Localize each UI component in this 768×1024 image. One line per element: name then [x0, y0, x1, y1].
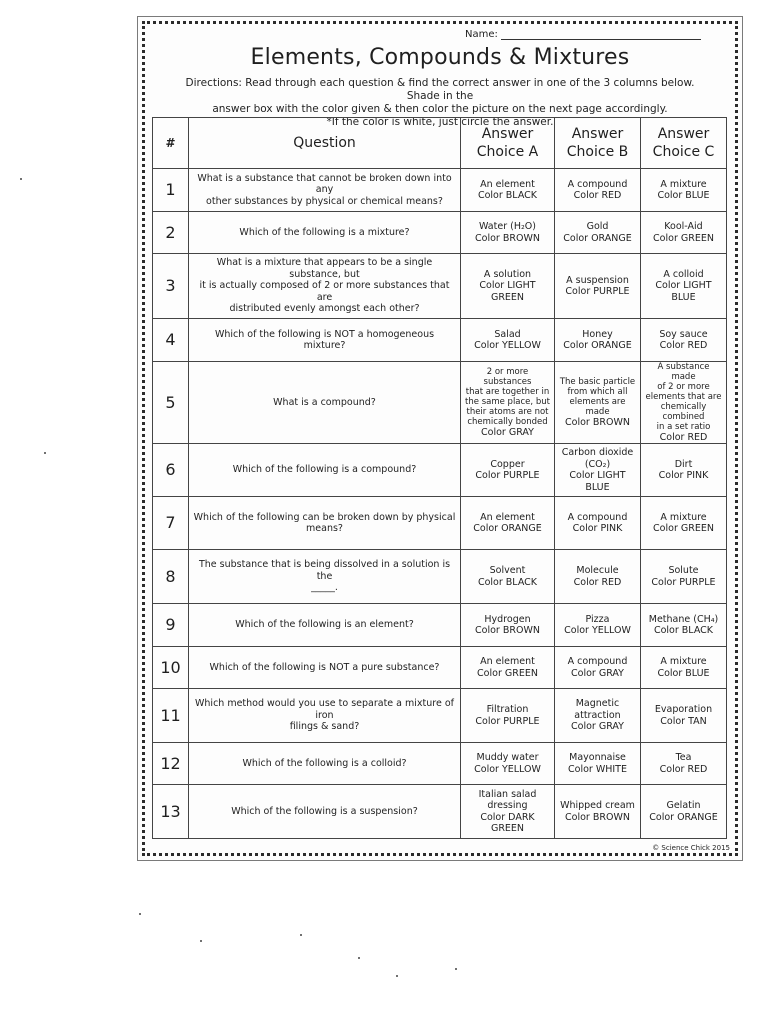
question-text: What is a substance that cannot be broken down into any other substances by physical or chemical means? [189, 169, 461, 212]
scan-speck [300, 934, 302, 936]
question-table [152, 117, 727, 839]
name-field [465, 29, 701, 40]
answer-choice-b[interactable]: A compound Color RED [555, 169, 641, 212]
answer-choice-c[interactable]: A mixture Color GREEN [641, 497, 727, 550]
question-text: Which of the following is an element? [189, 604, 461, 647]
header-choice-b: Answer Choice B [555, 118, 641, 169]
answer-choice-c[interactable]: Tea Color RED [641, 743, 727, 785]
answer-choice-a[interactable]: 2 or more substances that are together in the same place, but their atoms are not chemically bonded Color GRAY [461, 362, 555, 444]
answer-choice-a[interactable]: Muddy water Color YELLOW [461, 743, 555, 785]
question-text: Which of the following is a colloid? [189, 743, 461, 785]
question-text: The substance that is being dissolved in a solution is the _____. [189, 550, 461, 604]
question-number: 1 [153, 169, 189, 212]
answer-choice-a[interactable]: An element Color BLACK [461, 169, 555, 212]
answer-choice-a[interactable]: A solution Color LIGHT GREEN [461, 254, 555, 319]
answer-choice-c[interactable]: A colloid Color LIGHT BLUE [641, 254, 727, 319]
question-text: Which of the following is a mixture? [189, 212, 461, 254]
question-number: 12 [153, 743, 189, 785]
table-row [153, 319, 727, 362]
answer-choice-c[interactable]: A mixture Color BLUE [641, 647, 727, 689]
answer-choice-b[interactable]: Pizza Color YELLOW [555, 604, 641, 647]
question-number: 11 [153, 689, 189, 743]
table-row [153, 497, 727, 550]
table-row [153, 169, 727, 212]
answer-choice-a[interactable]: Water (H₂O) Color BROWN [461, 212, 555, 254]
directions-line-3: *If the color is white, just circle the answer. [326, 116, 554, 128]
scan-speck [44, 452, 46, 454]
question-number: 13 [153, 785, 189, 839]
question-text: Which of the following is a compound? [189, 444, 461, 497]
answer-choice-c[interactable]: Soy sauce Color RED [641, 319, 727, 362]
table-row [153, 550, 727, 604]
question-number: 2 [153, 212, 189, 254]
answer-choice-b[interactable]: A suspension Color PURPLE [555, 254, 641, 319]
worksheet-page [137, 16, 743, 861]
table-row [153, 444, 727, 497]
answer-choice-a[interactable]: Filtration Color PURPLE [461, 689, 555, 743]
directions-line-2: answer box with the color given & then color the picture on the next page accordingly. [212, 103, 668, 115]
answer-choice-b[interactable]: The basic particle from which all elements are made Color BROWN [555, 362, 641, 444]
scan-speck [396, 975, 398, 977]
question-number: 7 [153, 497, 189, 550]
answer-choice-a[interactable]: Italian salad dressing Color DARK GREEN [461, 785, 555, 839]
question-number: 9 [153, 604, 189, 647]
answer-choice-c[interactable]: A substance made of 2 or more elements that are chemically combined in a set ratio Color RED [641, 362, 727, 444]
answer-choice-b[interactable]: A compound Color GRAY [555, 647, 641, 689]
scan-speck [200, 940, 202, 942]
question-number: 4 [153, 319, 189, 362]
header-number: # [153, 118, 189, 169]
scan-speck [20, 178, 22, 180]
table-row [153, 647, 727, 689]
table-row [153, 604, 727, 647]
answer-choice-c[interactable]: Dirt Color PINK [641, 444, 727, 497]
table-row [153, 212, 727, 254]
answer-choice-a[interactable]: An element Color GREEN [461, 647, 555, 689]
scan-speck [455, 968, 457, 970]
answer-choice-b[interactable]: Whipped cream Color BROWN [555, 785, 641, 839]
answer-choice-b[interactable]: Molecule Color RED [555, 550, 641, 604]
scan-speck [358, 957, 360, 959]
header-choice-a: Answer Choice A [461, 118, 555, 169]
table-header-row [153, 118, 727, 169]
question-number: 3 [153, 254, 189, 319]
question-text: Which method would you use to separate a mixture of iron filings & sand? [189, 689, 461, 743]
answer-choice-a[interactable]: An element Color ORANGE [461, 497, 555, 550]
directions-line-1: Directions: Read through each question & find the correct answer in one of the 3 columns below. Shade in the [185, 77, 695, 102]
answer-choice-c[interactable]: Solute Color PURPLE [641, 550, 727, 604]
question-text: Which of the following is NOT a pure substance? [189, 647, 461, 689]
answer-choice-c[interactable]: Methane (CH₄) Color BLACK [641, 604, 727, 647]
question-text: Which of the following is a suspension? [189, 785, 461, 839]
answer-choice-c[interactable]: Gelatin Color ORANGE [641, 785, 727, 839]
header-choice-c: Answer Choice C [641, 118, 727, 169]
answer-choice-b[interactable]: Carbon dioxide (CO₂) Color LIGHT BLUE [555, 444, 641, 497]
question-text: What is a compound? [189, 362, 461, 444]
answer-choice-c[interactable]: Evaporation Color TAN [641, 689, 727, 743]
answer-choice-c[interactable]: Kool-Aid Color GREEN [641, 212, 727, 254]
question-text: Which of the following is NOT a homogeneous mixture? [189, 319, 461, 362]
answer-choice-b[interactable]: Honey Color ORANGE [555, 319, 641, 362]
answer-choice-b[interactable]: Magnetic attraction Color GRAY [555, 689, 641, 743]
answer-choice-b[interactable]: Mayonnaise Color WHITE [555, 743, 641, 785]
answer-choice-a[interactable]: Hydrogen Color BROWN [461, 604, 555, 647]
table-row [153, 254, 727, 319]
question-text: Which of the following can be broken down by physical means? [189, 497, 461, 550]
question-number: 5 [153, 362, 189, 444]
answer-choice-a[interactable]: Solvent Color BLACK [461, 550, 555, 604]
question-number: 8 [153, 550, 189, 604]
page-title: Elements, Compounds & Mixtures [250, 45, 630, 70]
question-number: 10 [153, 647, 189, 689]
answer-choice-c[interactable]: A mixture Color BLUE [641, 169, 727, 212]
copyright-text: © Science Chick 2015 [652, 844, 730, 852]
answer-choice-b[interactable]: A compound Color PINK [555, 497, 641, 550]
name-blank-line [501, 29, 701, 40]
answer-choice-b[interactable]: Gold Color ORANGE [555, 212, 641, 254]
table-row [153, 362, 727, 444]
answer-choice-a[interactable]: Copper Color PURPLE [461, 444, 555, 497]
question-text: What is a mixture that appears to be a single substance, but it is actually composed of 2 or more substances that are distributed evenly amongst each other? [189, 254, 461, 319]
table-row [153, 785, 727, 839]
scan-speck [139, 913, 141, 915]
table-row [153, 743, 727, 785]
name-label: Name: [465, 29, 498, 40]
answer-choice-a[interactable]: Salad Color YELLOW [461, 319, 555, 362]
question-number: 6 [153, 444, 189, 497]
table-row [153, 689, 727, 743]
header-question: Question [189, 118, 461, 169]
